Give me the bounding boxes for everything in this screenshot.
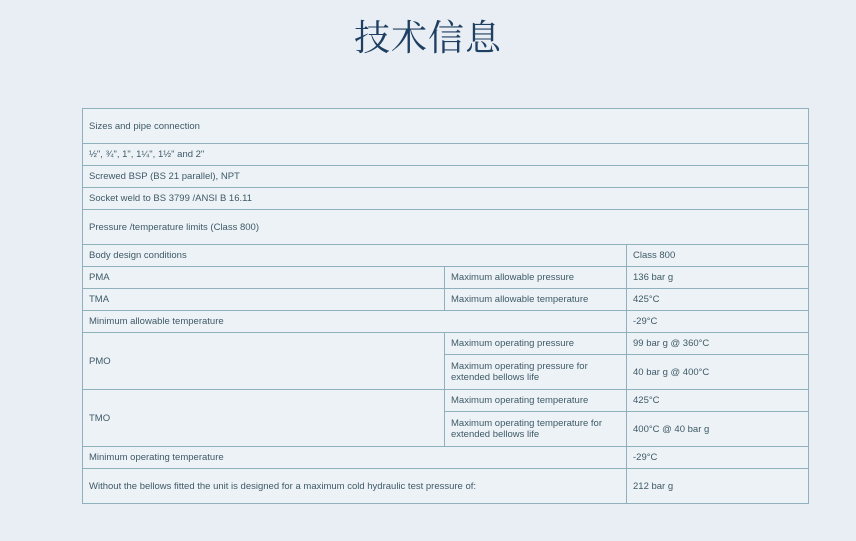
tmo-label: TMO bbox=[83, 390, 445, 447]
pmo-desc-1: Maximum operating pressure bbox=[445, 333, 627, 355]
min-allowable-value: -29°C bbox=[627, 311, 809, 333]
tmo-desc-2: Maximum operating temperature for extended bellows life bbox=[445, 412, 627, 447]
tma-desc: Maximum allowable temperature bbox=[445, 289, 627, 311]
sizes-heading: Sizes and pipe connection bbox=[83, 109, 809, 144]
min-operating-label: Minimum operating temperature bbox=[83, 447, 627, 469]
table-row bbox=[83, 267, 809, 289]
body-design-value: Class 800 bbox=[627, 245, 809, 267]
pmo-value-2: 40 bar g @ 400°C bbox=[627, 355, 809, 390]
connection-row: Screwed BSP (BS 21 parallel), NPT bbox=[83, 166, 809, 188]
table-row bbox=[83, 469, 809, 504]
pma-desc: Maximum allowable pressure bbox=[445, 267, 627, 289]
table-row bbox=[83, 245, 809, 267]
pmo-desc-2: Maximum operating pressure for extended bellows life bbox=[445, 355, 627, 390]
technical-info-table bbox=[82, 108, 809, 504]
sizes-row: ½", ¾", 1", 1¼", 1½" and 2" bbox=[83, 144, 809, 166]
table-row bbox=[83, 109, 809, 144]
table-row bbox=[83, 447, 809, 469]
table-row bbox=[83, 188, 809, 210]
page-title: 技术信息 bbox=[353, 18, 502, 59]
body-design-label: Body design conditions bbox=[83, 245, 627, 267]
min-operating-value: -29°C bbox=[627, 447, 809, 469]
pressure-heading: Pressure /temperature limits (Class 800) bbox=[83, 210, 809, 245]
tmo-desc-1: Maximum operating temperature bbox=[445, 390, 627, 412]
pmo-label: PMO bbox=[83, 333, 445, 390]
pma-value: 136 bar g bbox=[627, 267, 809, 289]
socket-weld-row: Socket weld to BS 3799 /ANSI B 16.11 bbox=[83, 188, 809, 210]
tmo-value-2: 400°C @ 40 bar g bbox=[627, 412, 809, 447]
tma-label: TMA bbox=[83, 289, 445, 311]
table-row bbox=[83, 210, 809, 245]
table-row bbox=[83, 144, 809, 166]
table-row bbox=[83, 390, 809, 412]
min-allowable-label: Minimum allowable temperature bbox=[83, 311, 627, 333]
tma-value: 425°C bbox=[627, 289, 809, 311]
table-row bbox=[83, 289, 809, 311]
table-row bbox=[83, 333, 809, 355]
tmo-value-1: 425°C bbox=[627, 390, 809, 412]
hydraulic-test-label: Without the bellows fitted the unit is designed for a maximum cold hydraulic test pressure of: bbox=[83, 469, 627, 504]
table-row bbox=[83, 166, 809, 188]
pmo-value-1: 99 bar g @ 360°C bbox=[627, 333, 809, 355]
pma-label: PMA bbox=[83, 267, 445, 289]
table-row bbox=[83, 311, 809, 333]
hydraulic-test-value: 212 bar g bbox=[627, 469, 809, 504]
